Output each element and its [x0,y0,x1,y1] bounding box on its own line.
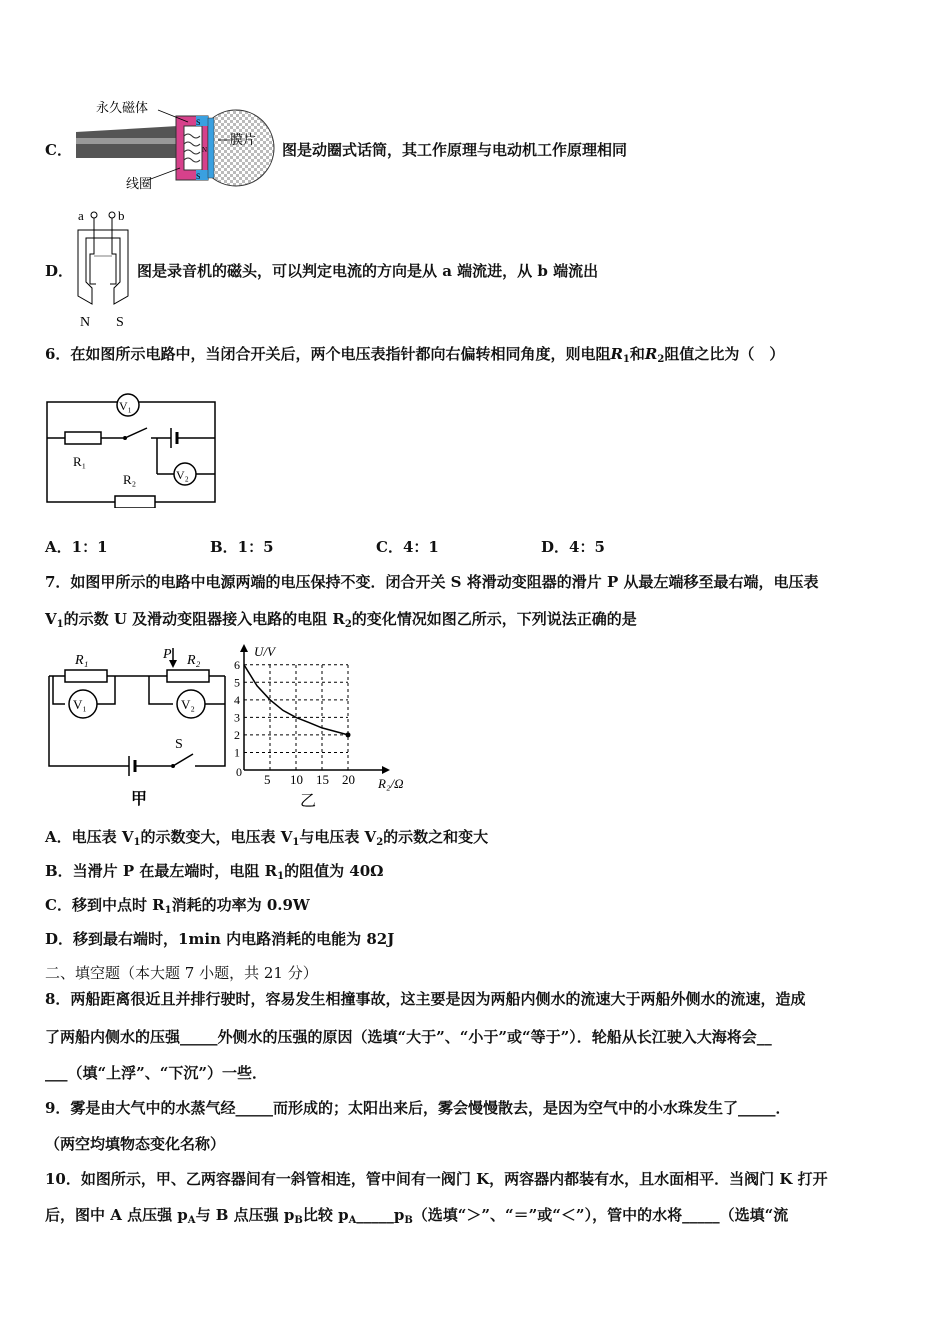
q6-option-c: C．4：1 [376,538,439,556]
x-tick-label: 15 [316,772,329,787]
q7-stem-line2: $V_1$的示数 U 及滑动变阻器接入电路的电阻 $R_2$的变化情况如图乙所示，下列说法正确的是 [45,610,637,630]
q7-option-d: D．移到最右端时，1min 内电路消耗的电能为 82J [45,930,395,948]
q7-option-a: A．电压表 $V_1$的示数变大，电压表 $V_1$与电压表 $V_2$的示数之和变大 [45,828,489,848]
q8-line3: ___（填“上浮”、“下沉”）一些． [45,1064,268,1082]
q7-option-c: C．移到中点时 $R_1$消耗的功率为 0.9W [45,896,310,916]
terminal-b-label: b [118,208,125,223]
q6-r1-label: R₁ [73,454,87,469]
graph-y-label: U/V [254,644,275,659]
q7-yi-caption: 乙 [300,793,317,810]
magnet-label: 永久磁体 [96,100,149,115]
y-tick-label: 4 [234,692,240,707]
q7-graph-yi-figure [232,640,422,812]
q10-line1: 10．如图所示，甲、乙两容器间有一斜管相连，管中间有一阀门 K，两容器内都装有水，且水面相平．当阀门 K 打开 [45,1170,828,1188]
q7-circuit-jia-figure [45,644,235,812]
q6-circuit-figure [45,388,220,508]
q6-r2-label: R₂ [123,472,137,487]
q5-c-label: C． [45,141,72,159]
y-tick-label: 1 [234,745,240,760]
q7-stem-line1: 7．如图甲所示的电路中电源两端的电压保持不变．闭合开关 S 将滑动变阻器的滑片 P 从最左端移至最右端，电压表 [45,573,819,591]
q6-option-b: B．1：5 [210,538,274,556]
y-tick-label: 6 [234,657,240,672]
graph-end-point [346,732,351,737]
pole-n-label: N [80,315,91,330]
q8-line1: 8．两船距离很近且并排行驶时，容易发生相撞事故，这主要是因为两船内侧水的流速大于两船外侧水的流速，造成 [45,990,806,1008]
q9-line1: 9．雾是由大气中的水蒸气经_____而形成的；太阳出来后，雾会慢慢散去，是因为空气中的小水珠发生了_____． [45,1099,791,1117]
q7-v1-label: V₁ [73,697,87,712]
x-tick-label: 5 [264,772,271,787]
q5-c-text: 图是动圈式话筒，其工作原理与电动机工作原理相同 [282,141,628,159]
x-tick-label: 20 [342,772,355,787]
q8-line2: 了两船内侧水的压强_____外侧水的压强的原因（选填“大于”、“小于”或“等于”）．轮船从长江驶入大海将会__ [45,1028,772,1046]
q5-d-label: D． [45,262,74,280]
x-tick-label: 10 [290,772,303,787]
y-tick-label: 3 [234,710,240,725]
q9-line2: （两空均填物态变化名称） [45,1135,226,1153]
svg-text:S: S [196,172,201,181]
y-tick-label: 5 [234,675,240,690]
q7-slider-label: P [163,647,172,662]
q6-v1-label: V₁ [119,399,132,413]
q7-jia-caption: 甲 [131,791,148,808]
q6-option-d: D．4：5 [541,538,605,556]
q7-r1-label: R₁ [75,653,89,668]
q7-r2-label: R₂ [187,653,201,668]
graph-x-label: R₂/Ω [378,776,404,791]
membrane-label: 膜片 [230,132,257,147]
terminal-a-label: a [78,208,84,223]
section-heading: 二、填空题（本大题 7 小题，共 21 分） [45,964,318,982]
q7-option-b: B．当滑片 P 在最左端时，电阻 $R_1$的阻值为 40Ω [45,862,384,882]
tape-head-figure [74,206,138,330]
q6-stem: 6．在如图所示电路中，当闭合开关后，两个电压表指针都向右偏转相同角度，则电阻$R_1$和$R_2$阻值之比为（ ） [45,345,785,365]
q7-v2-label: V₂ [181,697,195,712]
svg-text:N: N [202,146,208,154]
svg-text:S: S [196,118,201,127]
graph-curve [244,665,348,735]
microphone-figure [68,96,278,196]
pole-s-label: S [116,315,124,330]
q6-option-a: A．1：1 [45,538,108,556]
q6-v2-label: V₂ [176,468,189,482]
q5-d-text: 图是录音机的磁头，可以判定电流的方向是从 a 端流进，从 b 端流出 [137,262,599,280]
q7-switch-label: S [175,737,183,752]
q10-line2: 后，图中 A 点压强 $p_A$与 B 点压强 $p_B$比较 $p_A\_\_\_\_\_p_B$（选填“＞”、“＝”或“＜”），管中的水将_____（选填“流 [45,1206,789,1226]
graph-origin-label: 0 [236,765,242,779]
y-tick-label: 2 [234,727,240,742]
coil-label: 线圈 [126,176,153,191]
